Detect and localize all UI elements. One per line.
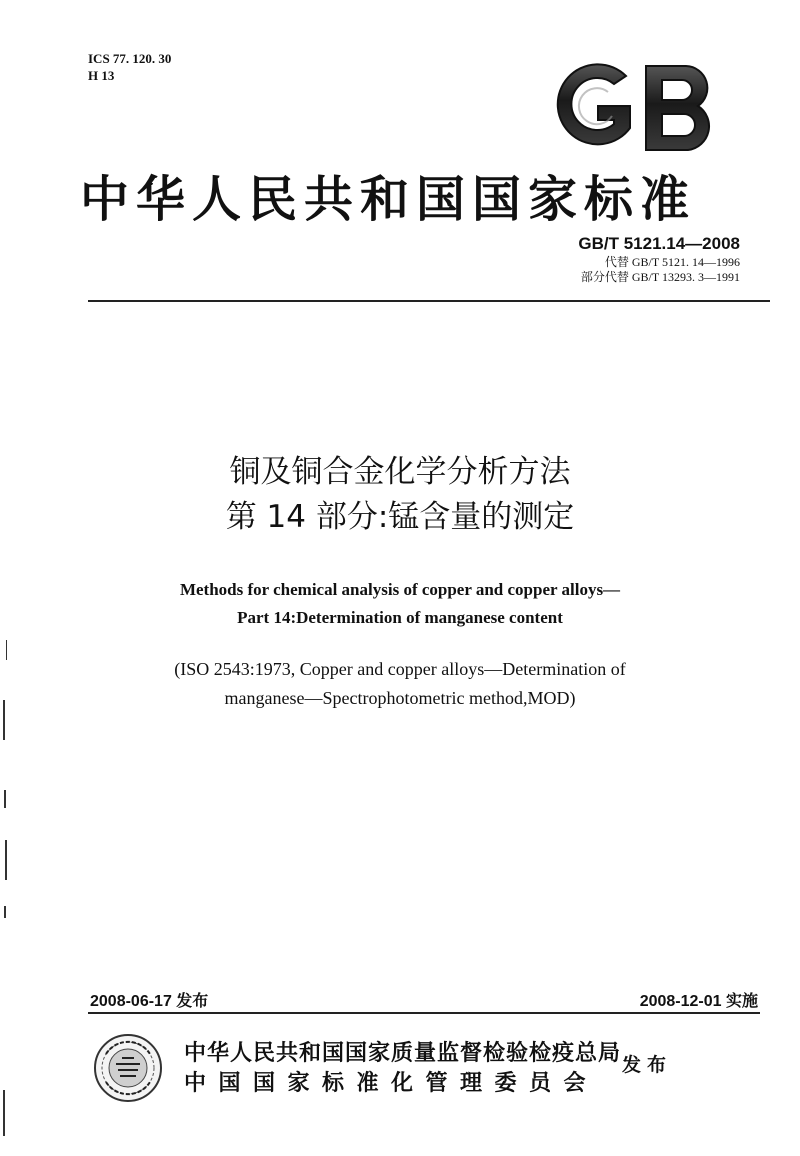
scan-artifact [3,700,5,740]
iso-reference-line-2: manganese—Spectrophotometric method,MOD) [224,688,576,708]
issue-date: 2008-06-17 发布 [90,993,209,1010]
english-title-line-1: Methods for chemical analysis of copper and copper alloys— [179,580,621,599]
scan-artifact [6,640,7,660]
scan-artifact [3,1090,5,1136]
national-standard-title: 中华人民共和国国家标准 [80,171,697,228]
classification-codes [88,50,171,84]
header-divider [88,300,770,302]
official-seal-icon [92,1032,164,1104]
scan-artifact [4,790,6,808]
chinese-title [0,450,800,540]
issuer-sac: 中国国家标准化管理委员会 [184,1071,599,1096]
scan-artifact [5,840,7,880]
iso-reference-line-1: (ISO 2543:1973, Copper and copper alloys—Determination of [174,659,626,679]
scan-artifact [4,906,6,918]
implementation-date: 2008-12-01 实施 [639,993,758,1010]
ccs-code: H 13 [88,68,115,83]
chinese-title-line-2: 第 14 部分:锰含量的测定 [225,499,575,535]
standard-number: GB/T 5121.14—2008 [578,234,740,253]
ics-code: ICS 77. 120. 30 [88,51,172,66]
issuer-aqsiq: 中华人民共和国国家质量监督检验检疫总局 [184,1041,622,1066]
english-title-line-2: Part 14:Determination of manganese content [237,608,563,627]
footer-divider [88,1012,760,1014]
partially-replaces-standard: 部分代替 GB/T 13293. 3—1991 [580,270,740,284]
gb-logo [548,58,726,158]
replaces-standard: 代替 GB/T 5121. 14—1996 [604,255,740,269]
english-title [0,576,800,632]
standard-number-block [578,233,740,285]
publish-label: 发布 [622,1054,673,1076]
chinese-title-line-1: 铜及铜合金化学分析方法 [229,454,571,490]
iso-reference [0,655,800,713]
